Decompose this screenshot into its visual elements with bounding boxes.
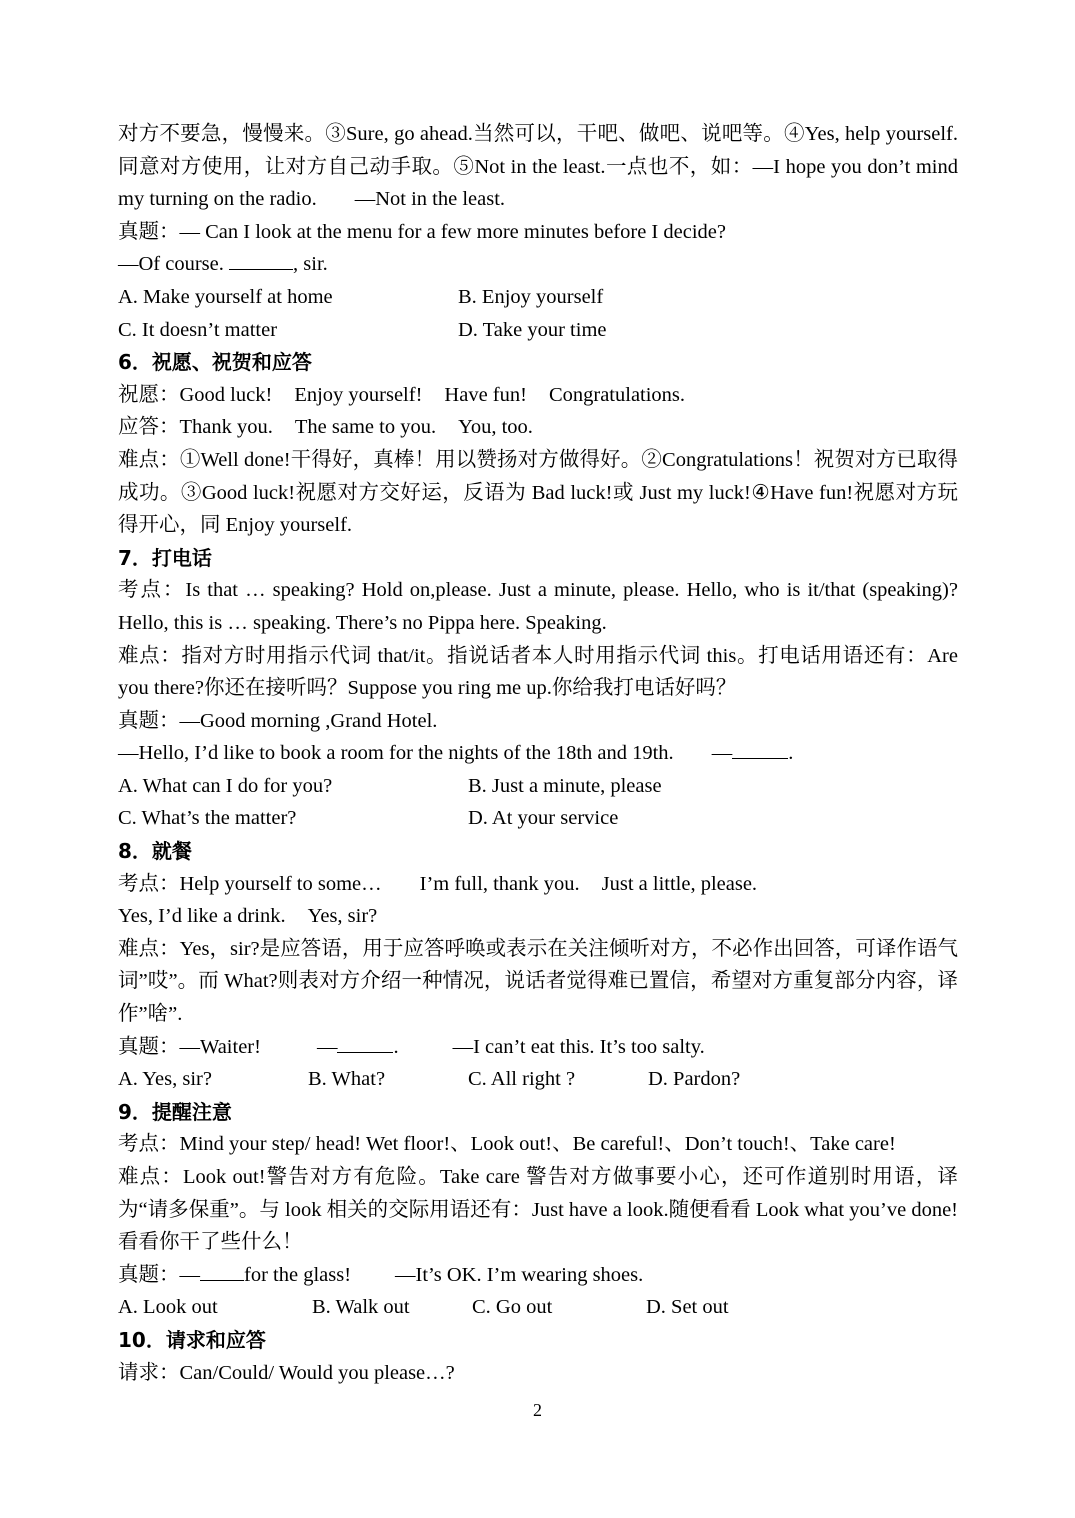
option-d: D. At your service: [468, 807, 619, 830]
page-content: [118, 118, 958, 1389]
section-heading: 9．提醒注意: [118, 1099, 232, 1124]
question-stem: 真题：— Can I look at the menu for a few more minutes before I decide?: [118, 220, 726, 243]
key-points: 考点：Is that … speaking? Hold on,please. Just a minute, please. Hello, who is it/that (speaking)? Hello, this is … speaking. There’s no Pippa here. Speaking.: [118, 579, 958, 634]
options-row: [118, 1063, 958, 1096]
options-row: [118, 281, 958, 314]
option-d: D. Pardon?: [648, 1068, 741, 1091]
option-d: D. Take your time: [458, 318, 607, 341]
option-b: B. Walk out: [312, 1296, 410, 1319]
key-points: Yes, I’d like a drink. Yes, sir?: [118, 905, 378, 928]
paragraph: 对方不要急，慢慢来。③Sure, go ahead.当然可以，干吧、做吧、说吧等。④Yes, help yourself.同意对方使用，让对方自己动手取。⑤Not in the least.一点也不，如：—I hope you don’t mind my turning on the radio. —Not in the least.: [118, 123, 958, 211]
option-d: D. Set out: [646, 1296, 729, 1319]
section-heading: 8．就餐: [118, 839, 192, 864]
key-points: 考点：Mind your step/ head! Wet floor!、Look out!、Be careful!、Don’t touch!、Take care!: [118, 1133, 896, 1156]
paragraph: 请求：Can/Could/ Would you please…?: [118, 1361, 455, 1384]
option-a: A. Yes, sir?: [118, 1068, 212, 1091]
option-b: B. Just a minute, please: [468, 774, 662, 797]
options-row: [118, 314, 958, 347]
options-row: [118, 770, 958, 803]
question-line: 真题：—Waiter! — . —I can’t eat this. It’s too salty.: [118, 1035, 705, 1058]
option-a: A. Make yourself at home: [118, 285, 333, 308]
difficulty-note: 难点：Look out!警告对方有危险。Take care 警告对方做事要小心，还可作道别时用语，译为“请多保重”。与 look 相关的交际用语还有：Just have a look.随便看看 Look what you’ve done!看看你干了些什么！: [118, 1166, 958, 1254]
options-row: [118, 802, 958, 835]
difficulty-note: 难点：①Well done!干得好，真棒！用以赞扬对方做得好。②Congratulations！祝贺对方已取得成功。③Good luck!祝愿对方交好运，反语为 Bad luck!或 Just my luck!④Have fun!祝愿对方玩得开心，同 Enjoy yourself.: [118, 448, 958, 537]
option-a: A. Look out: [118, 1296, 218, 1319]
question-line: —Of course. , sir.: [118, 253, 328, 276]
paragraph: 应答：Thank you. The same to you. You, too.: [118, 416, 533, 439]
option-b: B. Enjoy yourself: [458, 285, 604, 308]
paragraph: 祝愿：Good luck! Enjoy yourself! Have fun! Congratulations.: [118, 383, 686, 406]
question-line: —Hello, I’d like to book a room for the nights of the 18th and 19th. — .: [118, 742, 794, 765]
options-row: [118, 1291, 958, 1324]
option-c: C. What’s the matter?: [118, 807, 297, 830]
option-c: C. It doesn’t matter: [118, 318, 278, 341]
page-number: 2: [533, 1400, 542, 1420]
option-a: A. What can I do for you?: [118, 774, 333, 797]
option-c: C. Go out: [472, 1296, 553, 1319]
section-heading: 10．请求和应答: [118, 1327, 266, 1352]
difficulty-note: 难点：指对方时用指示代词 that/it。指说话者本人时用指示代词 this。打电话用语还有：Are you there?你还在接听吗？Suppose you ring me up.你给我打电话好吗？: [118, 644, 958, 700]
option-b: B. What?: [308, 1068, 386, 1091]
difficulty-note: 难点：Yes，sir?是应答语，用于应答呼唤或表示在关注倾听对方，不必作出回答，可译作语气词”哎”。而 What?则表对方介绍一种情况，说话者觉得难已置信，希望对方重复部分内容，译作”啥”.: [118, 937, 958, 1026]
section-heading: 6．祝愿、祝贺和应答: [118, 350, 312, 375]
option-c: C. All right ?: [468, 1068, 576, 1091]
section-heading: 7．打电话: [118, 545, 212, 570]
question-stem: 真题：—Good morning ,Grand Hotel.: [118, 709, 438, 732]
key-points: 考点：Help yourself to some… I’m full, thank you. Just a little, please.: [118, 872, 758, 895]
question-line: 真题：— for the glass! —It’s OK. I’m wearing shoes.: [118, 1263, 644, 1286]
